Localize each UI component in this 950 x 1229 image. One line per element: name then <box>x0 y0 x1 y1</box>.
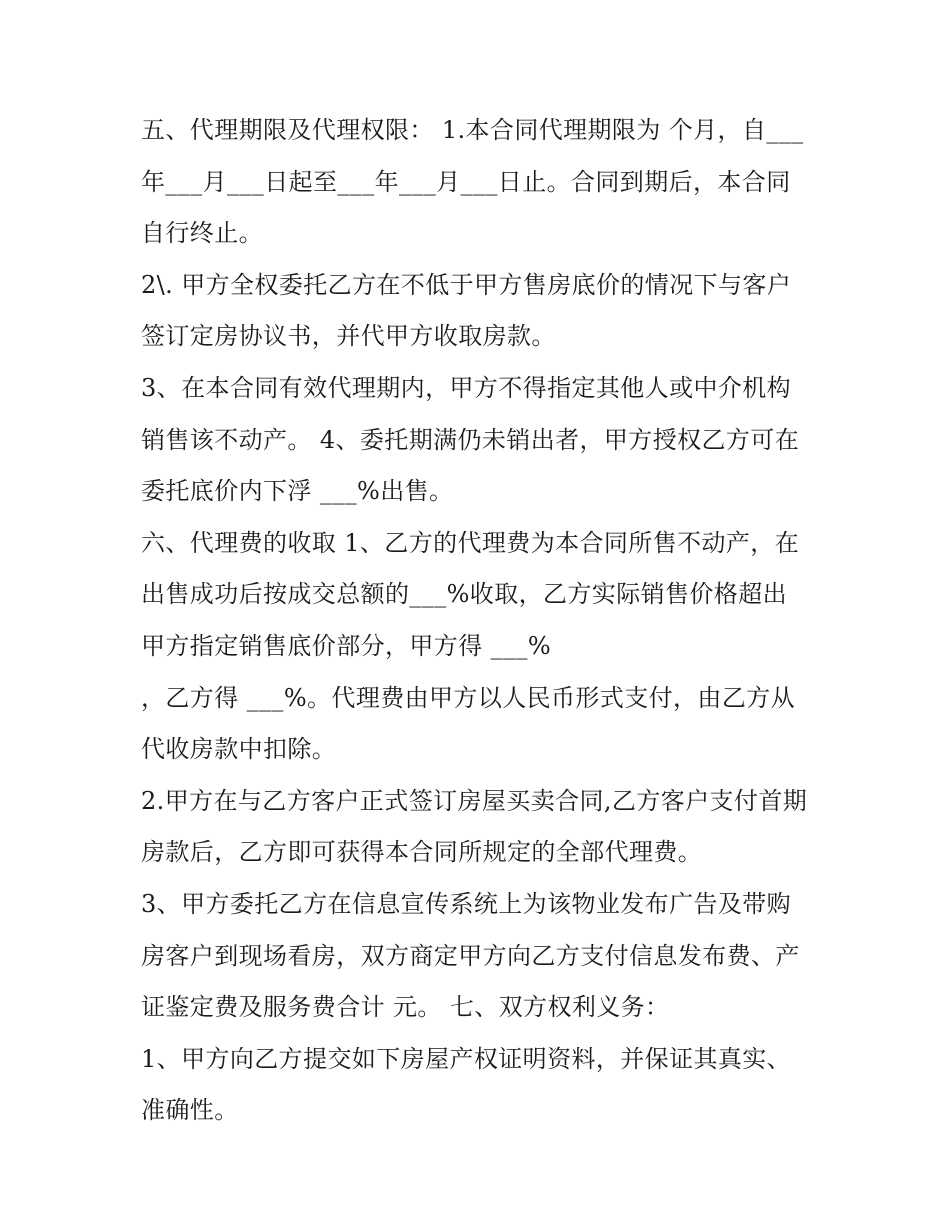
text-line: 1、甲方向乙方提交如下房屋产权证明资料，并保证其真实、 <box>141 1044 792 1073</box>
text-line: 3、在本合同有效代理期内，甲方不得指定其他人或中介机构 <box>141 373 792 402</box>
text-line: 甲方指定销售底价部分，甲方得 ___% <box>141 631 552 660</box>
text-line: 年___月___日起至___年___月___日止。合同到期后，本合同 <box>141 167 791 196</box>
text-line: 销售该不动产。 4、委托期满仍未销出者，甲方授权乙方可在 <box>141 425 800 454</box>
text-line: 五、代理期限及代理权限： 1.本合同代理期限为 个月，自___ <box>141 116 804 144</box>
text-line: 六、代理费的收取 1、乙方的代理费为本合同所售不动产，在 <box>141 528 800 557</box>
text-line: 代收房款中扣除。 <box>141 735 337 764</box>
text-line: 出售成功后按成交总额的___%收取，乙方实际销售价格超出 <box>141 580 788 609</box>
text-line: 房客户到现场看房，双方商定甲方向乙方支付信息发布费、产 <box>141 941 800 970</box>
contract-body-text <box>141 105 821 1137</box>
text-line: 2\. 甲方全权委托乙方在不低于甲方售房底价的情况下与客户 <box>141 270 792 299</box>
text-line: 委托底价内下浮 ___%出售。 <box>141 477 454 506</box>
text-line: 房款后，乙方即可获得本合同所规定的全部代理费。 <box>141 838 703 867</box>
text-line: 签订定房协议书，并代甲方收取房款。 <box>141 322 556 351</box>
text-line: 证鉴定费及服务费合计 元。 七、双方权利义务： <box>141 993 670 1022</box>
text-line: ，乙方得 ___%。代理费由甲方以人民币形式支付，由乙方从 <box>141 683 796 712</box>
text-line: 自行终止。 <box>141 219 263 248</box>
text-line: 2.甲方在与乙方客户正式签订房屋买卖合同,乙方客户支付首期 <box>141 786 808 815</box>
text-line: 准确性。 <box>141 1096 239 1125</box>
text-line: 3、甲方委托乙方在信息宣传系统上为该物业发布广告及带购 <box>141 889 792 918</box>
